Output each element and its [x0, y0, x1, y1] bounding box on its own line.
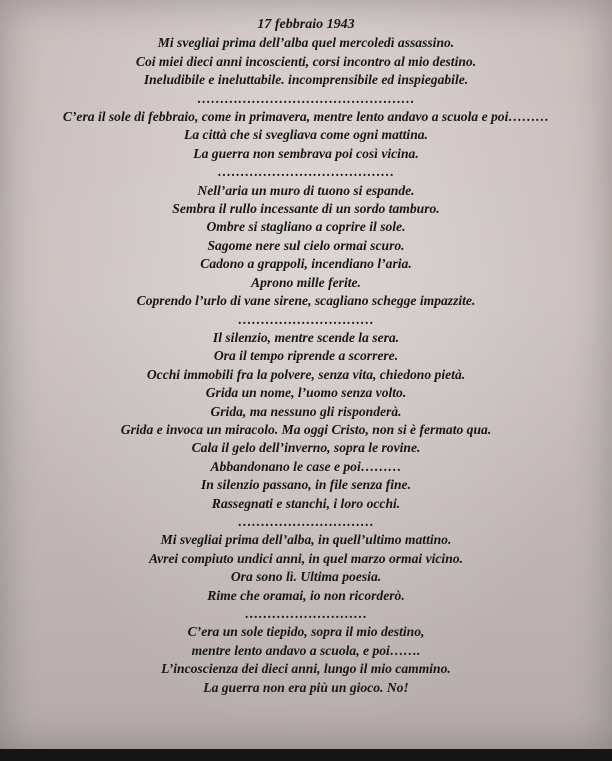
poem-line: Avrei compiuto undici anni, in quel marzo ormai vicino.: [149, 550, 463, 566]
poem-line: L’incoscienza dei dieci anni, lungo il mio cammino.: [161, 661, 451, 677]
poem-line: Il silenzio, mentre scende la sera.: [212, 329, 400, 345]
poem-line: La guerra non era più un gioco. No!: [203, 679, 409, 695]
poem-line: Ombre si stagliano a coprire il sole.: [206, 219, 406, 235]
poem-title: 17 febbraio 1943: [257, 17, 355, 32]
poem-line: Mi svegliai prima dell’alba quel mercoledì assassino.: [157, 35, 455, 51]
poem-line: Abbandonano le case e poi………: [210, 458, 402, 474]
poem-separator: ………………………: [244, 606, 368, 621]
poem-line: Coi miei dieci anni incoscienti, corsi incontro al mio destino.: [135, 53, 477, 69]
poem-line: Grida un nome, l’uomo senza volto.: [205, 385, 407, 401]
poem-separator: …………………………………………: [197, 90, 415, 106]
poem-line: C’era un sole tiepido, sopra il mio destino,: [187, 624, 425, 640]
poem-line: Sembra il rullo incessante di un sordo tamburo.: [172, 201, 440, 217]
poem-line: Ineludibile e ineluttabile. incomprensibile ed inspiegabile.: [143, 72, 469, 88]
poem-line: Grida e invoca un miracolo. Ma oggi Cristo, non si è fermato qua.: [120, 421, 492, 437]
poem-line: Aprono mille ferite.: [251, 274, 361, 290]
poem-line: C’era il sole di febbraio, come in primavera, mentre lento andavo a scuola e poi………: [62, 109, 550, 125]
poem-line: Cala il gelo dell’inverno, sopra le rovine.: [191, 440, 421, 456]
poem-line: Ora il tempo riprende a scorrere.: [213, 348, 399, 364]
poem-line: Ora sono lì. Ultima poesia.: [230, 569, 382, 585]
poem-line: Rassegnati e stanchi, i loro occhi.: [211, 495, 401, 511]
poem-line: mentre lento andavo a scuola, e poi…….: [191, 642, 421, 658]
poem-line: Nell’aria un muro di tuono si espande.: [197, 182, 415, 198]
poem-line: Rime che oramai, io non ricorderò.: [207, 587, 405, 603]
poem-line: Mi svegliai prima dell’alba, in quell’ultimo mattino.: [160, 532, 452, 548]
poem-line: Grida, ma nessuno gli risponderà.: [210, 403, 402, 419]
poem-line: Occhi immobili fra la polvere, senza vita, chiedono pietà.: [146, 366, 466, 382]
poem-line: Coprendo l’urlo di vane sirene, scagliano schegge impazzite.: [136, 293, 476, 309]
poem-separator: …………………………………: [217, 164, 395, 180]
poem-separator: …………………………: [238, 311, 374, 327]
poem-separator: …………………………: [238, 513, 374, 529]
poem-line: La città che si svegliava come ogni mattina.: [184, 127, 428, 143]
poem-line: Cadono a grappoli, incendiano l’aria.: [200, 256, 412, 272]
poem-line: In silenzio passano, in file senza fine.: [201, 477, 411, 493]
poem-line: La guerra non sembrava poi così vicina.: [193, 145, 419, 161]
poem-line: Sagome nere sul cielo ormai scuro.: [207, 237, 405, 253]
poem: [0, 16, 612, 697]
